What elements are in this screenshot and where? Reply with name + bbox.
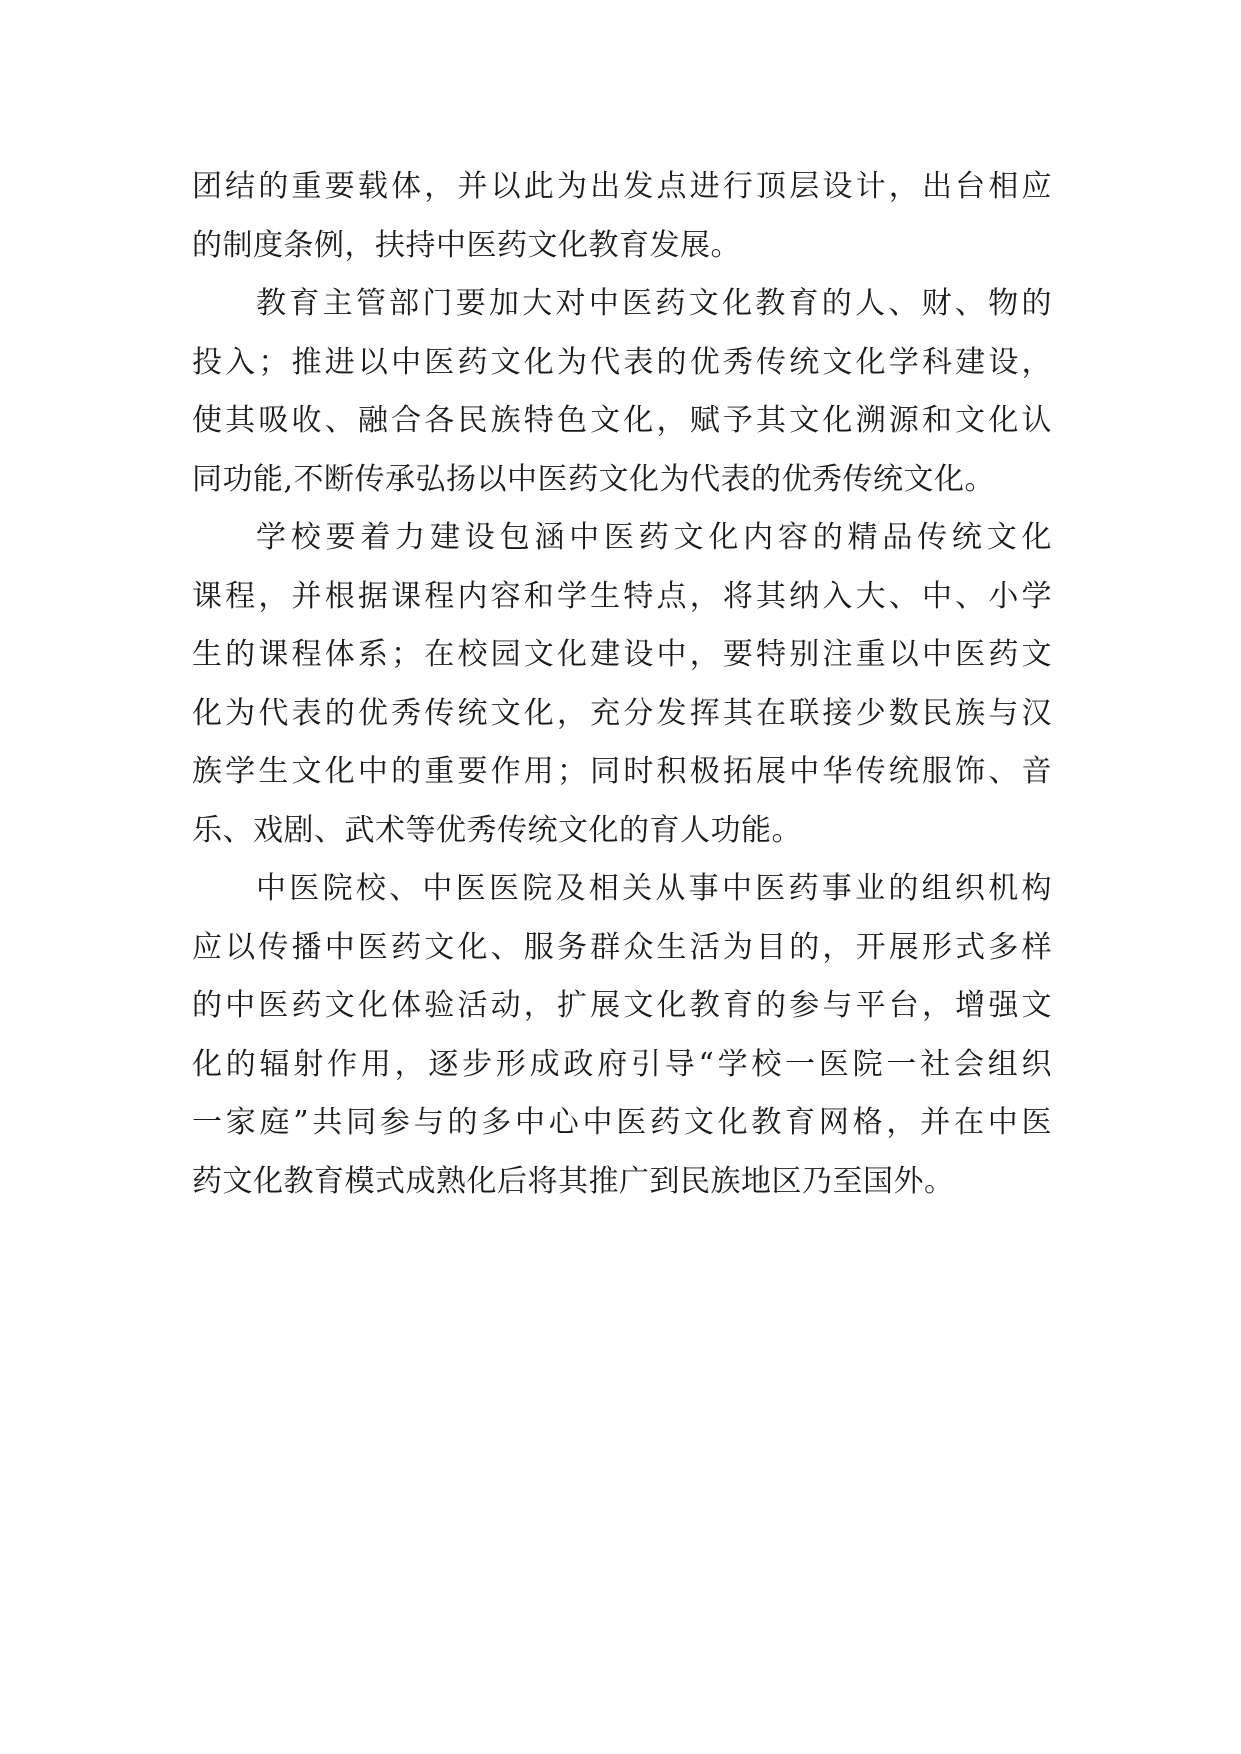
paragraph-2 [192,275,1052,509]
text-line: 教育主管部门要加大对中医药文化教育的人、财、物的 [256,286,1052,321]
text-line: 化为代表的优秀传统文化，充分发挥其在联接少数民族与汉 [192,695,1052,731]
text-line: 学校要着力建设包涵中医药文化内容的精品传统文化 [256,520,1052,555]
paragraph-4 [192,860,1052,1211]
text-line: 乐、戏剧、武术等优秀传统文化的育人功能。 [192,812,802,848]
text-line: 课程，并根据课程内容和学生特点，将其纳入大、中、小学 [192,578,1052,614]
text-line: 的制度条例，扶持中医药文化教育发展。 [192,227,741,263]
paragraph-1 [192,158,1052,275]
text-line: 中医院校、中医医院及相关从事中医药事业的组织机构 [256,871,1052,906]
text-line: 投入；推进以中医药文化为代表的优秀传统文化学科建设， [192,344,1052,380]
text-line: 生的课程体系；在校园文化建设中，要特别注重以中医药文 [192,637,1052,672]
text-line: 同功能,不断传承弘扬以中医药文化为代表的优秀传统文化。 [192,461,996,497]
paragraph-3 [192,509,1052,860]
text-line: 药文化教育模式成熟化后将其推广到民族地区乃至国外。 [192,1163,955,1199]
text-line: 的中医药文化体验活动，扩展文化教育的参与平台，增强文 [192,988,1052,1023]
text-line: 团结的重要载体，并以此为出发点进行顶层设计，出台相应 [192,169,1052,204]
text-line: 化的辐射作用，逐步形成政府引导“学校一医院一社会组织 [192,1046,1052,1082]
text-line: 一家庭”共同参与的多中心中医药文化教育网格，并在中医 [192,1105,1052,1140]
text-line: 应以传播中医药文化、服务群众生活为目的，开展形式多样 [192,929,1052,965]
text-line: 使其吸收、融合各民族特色文化，赋予其文化溯源和文化认 [192,403,1052,438]
text-line: 族学生文化中的重要作用；同时积极拓展中华传统服饰、音 [192,754,1052,789]
body-text [192,158,1052,1211]
